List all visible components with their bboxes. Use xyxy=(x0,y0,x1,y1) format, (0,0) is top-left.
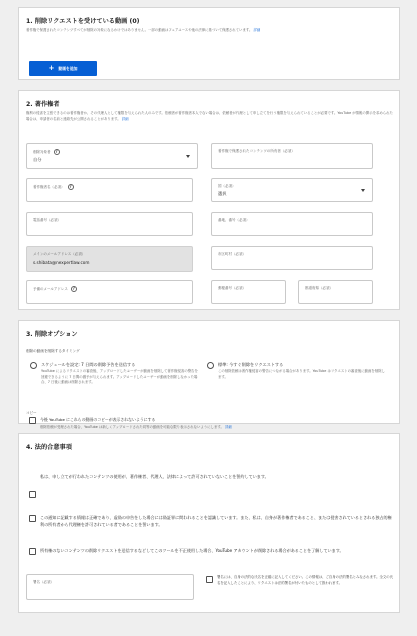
prevent-copies-desc xyxy=(40,425,395,431)
copyright-holder-name-field[interactable] xyxy=(211,143,373,169)
help-icon[interactable]: ? xyxy=(55,149,58,154)
country-label: 国（必須） xyxy=(218,184,236,188)
main-email-field xyxy=(26,246,193,272)
claimant-name-field[interactable] xyxy=(26,178,193,202)
agreement-text-3: 所有権のないコンテンツの削除リクエストを送信するなどしてこのツールを不正使用した場合、YouTube アカウントが削除される場合があることを了解しています。 xyxy=(40,548,344,553)
add-video-button[interactable] xyxy=(29,61,97,76)
chevron-down-icon xyxy=(361,189,365,192)
prevent-copies-desc-text: 削除依頼が受理された場合、YouTube は新しくアップロードされた同等の動画を可能な限り表示されないようにします。 xyxy=(40,425,224,429)
agreement-checkbox-1[interactable] xyxy=(29,491,36,498)
rights-holder-select[interactable] xyxy=(26,143,198,169)
section4-title: 4. 法的合意事項 xyxy=(26,444,72,451)
removal-videos-card xyxy=(18,7,400,80)
agreement-checkbox-3[interactable] xyxy=(29,548,36,555)
agreement-text-1: 私は、申し立てが行われたコンテンツの使用が、著作権者、代理人、法律によって許可されていないことを誓約しています。 xyxy=(40,474,269,479)
copyright-owner-card xyxy=(18,90,400,310)
section3-title: 3. 削除オプション xyxy=(26,331,78,338)
prevent-copies-checkbox[interactable] xyxy=(29,417,36,424)
state-field[interactable] xyxy=(298,280,373,304)
main-email-label: メインのメールアドレス（必須） xyxy=(33,252,86,256)
signature-field[interactable] xyxy=(26,574,194,600)
signature-note: 署名には、自身の法的な氏名を正確に記入してください。この情報は、ご自身の法的署名とみなされます。全文の氏名を記入したことにより、リクエストは法的署名が付いたものとして扱われます。 xyxy=(217,575,394,585)
city-label: 市区町村（必須） xyxy=(218,252,246,256)
street-label: 番地、番号（必須） xyxy=(218,218,250,222)
plus-icon: + xyxy=(48,64,55,72)
section2-learn-more-link[interactable]: 詳細 xyxy=(121,117,129,121)
country-select[interactable] xyxy=(211,178,373,202)
copyright-holder-name-label: 著作権で保護されたコンテンツの所有者（必須） xyxy=(218,149,295,153)
prevent-copies-learn-more-link[interactable]: 詳細 xyxy=(224,425,232,429)
section1-desc-text: 著作権で保護されたコンテンツすべてが削除の対象になるわけではありません。一部の動画はフェアユースや他の法律に基づいて保護されています。 xyxy=(26,28,253,32)
add-video-label: 動画を追加 xyxy=(58,65,78,71)
signature-confirm-checkbox[interactable] xyxy=(206,576,213,583)
signature-label: 署名（必須） xyxy=(33,580,54,584)
postal-code-label: 郵便番号（必須） xyxy=(218,286,246,290)
standard-option-title: 標準: 今すぐ削除をリクエストする xyxy=(218,362,284,367)
chevron-down-icon xyxy=(186,155,190,158)
claimant-name-label: 著作権者名（必須） xyxy=(33,184,65,189)
agreement-checkbox-2[interactable] xyxy=(29,515,36,522)
street-field[interactable] xyxy=(211,212,373,236)
state-label: 都道府県（必須） xyxy=(305,286,333,290)
section2-title: 2. 著作権者 xyxy=(26,101,60,108)
rights-holder-value: 自分 xyxy=(33,157,42,162)
help-icon[interactable]: ? xyxy=(69,184,72,189)
city-field[interactable] xyxy=(211,246,373,270)
prevent-copies-title: 今後 YouTube にこれらの動画のコピーが表示されないようにする xyxy=(40,417,156,422)
rights-holder-label: 削除対象者 xyxy=(33,149,51,154)
claimant-name-label-wrap xyxy=(33,184,74,190)
section2-desc-text: 権利の侵害を主張できるのは著作権者か、その代理人として権限を与えられた人のみです。依頼者が著作権者本人でない場合は、依頼者が代理として申し立てを行う権限を与えられていることが必要です。YouTube が情報の開示を求められた場合は、申請者の名前と連絡先が公開されることがあります。 xyxy=(26,111,393,121)
scheduled-option-desc: YouTube によるリクエストの審査後、アップロードしたユーザーが動画を削除して著作権侵害の警告を回避できるように 7 日間の猶予が与えられます。アップロードしたユーザーが動画を削除しなかった場合、7 日後に動画は削除されます。 xyxy=(41,369,198,385)
agreement-text-2: この通知に記載する情報は正確であり、虚偽の申告をした場合には偽証罪に問われることを認識しています。また、私は、自身が著作権者であること、または侵害されているとされる独占的権利の所有者から代理権を許可されている者であることを誓います。 xyxy=(40,515,392,527)
removal-options-card xyxy=(18,320,400,424)
section1-title: 1. 削除リクエストを受けている動画 (0) xyxy=(26,18,140,25)
secondary-email-label: 予備のメールアドレス xyxy=(33,286,68,291)
section1-desc xyxy=(26,27,393,33)
country-value: 選択 xyxy=(218,191,227,196)
secondary-email-field[interactable] xyxy=(26,280,193,304)
rights-holder-label-wrap xyxy=(33,149,60,155)
legal-agreements-card xyxy=(18,433,400,613)
section1-learn-more-link[interactable]: 詳細 xyxy=(253,28,261,32)
phone-label: 電話番号（必須） xyxy=(33,218,61,222)
standard-radio[interactable] xyxy=(207,362,214,369)
phone-field[interactable] xyxy=(26,212,193,236)
help-icon[interactable]: ? xyxy=(72,286,75,291)
postal-code-field[interactable] xyxy=(211,280,286,304)
timing-label: 削除の動画を削除するタイミング xyxy=(26,349,80,353)
scheduled-option-title: スケジュールを設定: 7 日間の削除予告を送信する xyxy=(41,362,136,367)
standard-option-desc: この削除依頼は著作権侵害の警告につながる場合があります。YouTube はリクエストの審査後に動画を削除します。 xyxy=(218,369,385,379)
main-email-value: s.shibata@nexpertlaw.com xyxy=(33,260,90,265)
section2-desc xyxy=(26,110,393,122)
scheduled-radio[interactable] xyxy=(30,362,37,369)
secondary-email-label-wrap xyxy=(33,286,77,292)
copy-label: コピー xyxy=(26,411,37,415)
